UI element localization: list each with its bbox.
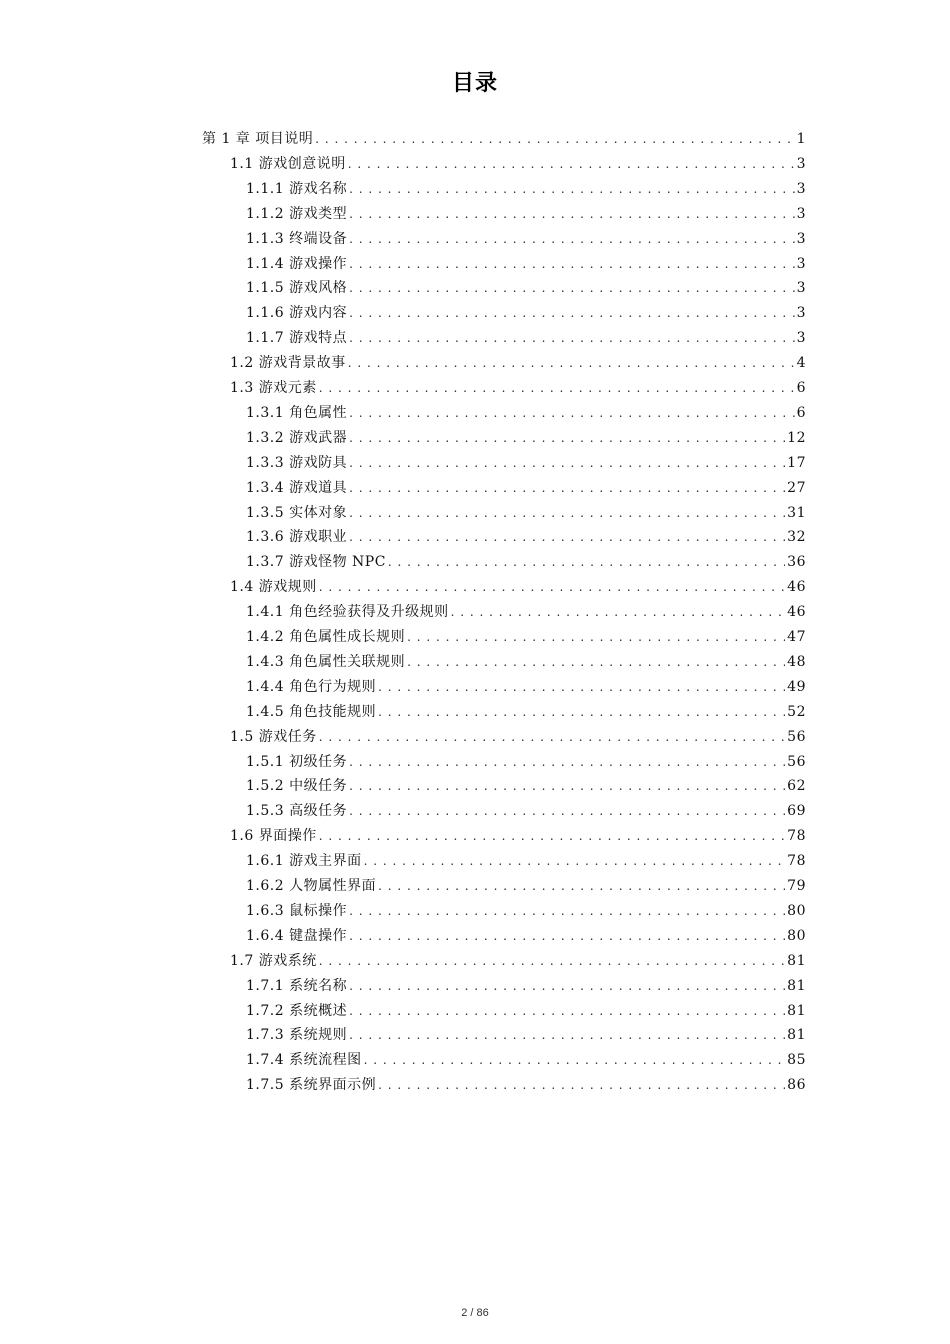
toc-entry[interactable]: [246, 501, 806, 525]
toc-dot-leader: [319, 824, 785, 848]
toc-entry[interactable]: [246, 326, 806, 350]
toc-entry-page-number: 12: [787, 429, 806, 446]
toc-entry-label: 1.6 界面操作: [230, 828, 317, 845]
toc-entry-page-number: 81: [787, 1002, 806, 1019]
toc-entry-page-number: 47: [787, 629, 806, 645]
toc-entry-label: 第 1 章 项目说明: [202, 131, 314, 147]
toc-entry[interactable]: [246, 774, 806, 798]
toc-entry-label: 1.3.6 游戏职业: [246, 529, 348, 546]
toc-entry-page-number: 46: [787, 579, 806, 596]
toc-entry[interactable]: [246, 1023, 806, 1047]
toc-dot-leader: [349, 799, 785, 823]
toc-dot-leader: [349, 525, 785, 549]
toc-entry-page-number: 31: [787, 504, 806, 521]
toc-entry-label: 1.6.4 键盘操作: [246, 927, 348, 944]
toc-entry-page-number: 3: [796, 255, 806, 272]
toc-entry-label: 1.1.1 游戏名称: [246, 180, 348, 197]
toc-entry[interactable]: [230, 949, 806, 973]
toc-entry-label: 1.3.1 角色属性: [246, 404, 348, 421]
toc-entry[interactable]: [246, 550, 806, 574]
toc-dot-leader: [349, 974, 785, 998]
toc-entry[interactable]: [230, 725, 806, 749]
toc-entry[interactable]: [246, 476, 806, 500]
toc-entry-page-number: 80: [787, 902, 806, 919]
toc-dot-leader: [407, 650, 785, 674]
toc-entry-page-number: 17: [787, 454, 806, 471]
toc-dot-leader: [349, 501, 785, 525]
toc-entry-label: 1.4.1 角色经验获得及升级规则: [246, 604, 449, 621]
toc-dot-leader: [319, 575, 785, 599]
toc-dot-leader: [349, 301, 795, 325]
toc-entry-label: 1.4.5 角色技能规则: [246, 703, 377, 720]
toc-entry-page-number: 3: [796, 180, 806, 197]
toc-entry-page-number: 27: [787, 479, 806, 496]
toc-entry-page-number: 46: [787, 604, 806, 621]
toc-entry[interactable]: [246, 202, 806, 226]
toc-entry-label: 1.1.4 游戏操作: [246, 255, 348, 272]
toc-entry-label: 1.4.4 角色行为规则: [246, 678, 377, 695]
toc-entry[interactable]: [246, 974, 806, 998]
toc-entry-page-number: 78: [787, 828, 806, 845]
toc-entry-label: 1.6.2 人物属性界面: [246, 878, 377, 894]
toc-entry-label: 1.4.2 角色属性成长规则: [246, 629, 406, 645]
toc-entry-label: 1.6.1 游戏主界面: [246, 853, 362, 870]
toc-entry[interactable]: [246, 675, 806, 699]
toc-entry-page-number: 62: [787, 778, 806, 795]
toc-entry[interactable]: [230, 575, 806, 599]
toc-dot-leader: [349, 326, 795, 350]
toc-dot-leader: [349, 999, 785, 1023]
toc-entry-page-number: 48: [787, 653, 806, 670]
toc-entry-page-number: 32: [787, 529, 806, 546]
toc-entry-label: 1.1.2 游戏类型: [246, 205, 348, 222]
toc-entry-label: 1.4 游戏规则: [230, 579, 317, 596]
toc-entry-label: 1.7.5 系统界面示例: [246, 1077, 377, 1094]
toc-entry[interactable]: [246, 177, 806, 201]
toc-entry-page-number: 52: [787, 703, 806, 720]
toc-entry-page-number: 78: [787, 853, 806, 870]
toc-entry-label: 1.7.1 系统名称: [246, 977, 348, 994]
toc-entry[interactable]: [230, 351, 806, 375]
toc-entry-page-number: 1: [796, 131, 806, 147]
toc-entry-label: 1.3 游戏元素: [230, 380, 317, 396]
toc-entry[interactable]: [246, 700, 806, 724]
toc-dot-leader: [349, 750, 785, 774]
toc-entry[interactable]: [246, 650, 806, 674]
toc-entry-label: 1.5 游戏任务: [230, 728, 317, 745]
toc-dot-leader: [319, 949, 785, 973]
toc-entry-label: 1.5.1 初级任务: [246, 753, 348, 770]
toc-dot-leader: [407, 625, 785, 649]
toc-dot-leader: [349, 899, 785, 923]
toc-entry-label: 1.5.3 高级任务: [246, 803, 348, 820]
toc-dot-leader: [349, 177, 795, 201]
toc-dot-leader: [349, 252, 795, 276]
toc-entry[interactable]: [246, 252, 806, 276]
toc-dot-leader: [378, 1073, 785, 1097]
toc-entry[interactable]: [246, 799, 806, 823]
toc-dot-leader: [348, 351, 795, 375]
toc-dot-leader: [388, 550, 785, 574]
toc-entry-page-number: 3: [796, 230, 806, 247]
toc-entry-page-number: 6: [796, 404, 806, 421]
toc-entry[interactable]: [246, 1048, 806, 1072]
toc-entry-label: 1.3.5 实体对象: [246, 504, 348, 521]
toc-entry[interactable]: [246, 849, 806, 873]
toc-dot-leader: [349, 227, 795, 251]
toc-dot-leader: [319, 376, 795, 400]
toc-entry[interactable]: [246, 1073, 806, 1097]
toc-dot-leader: [315, 127, 794, 151]
toc-entry-label: 1.3.4 游戏道具: [246, 479, 348, 496]
toc-entry-label: 1.7 游戏系统: [230, 952, 317, 969]
toc-entry[interactable]: [246, 276, 806, 300]
toc-entry-label: 1.1 游戏创意说明: [230, 155, 346, 172]
toc-entry-page-number: 79: [787, 878, 806, 894]
toc-entry[interactable]: [246, 600, 806, 624]
toc-entry[interactable]: [246, 401, 806, 425]
toc-entry[interactable]: [230, 824, 806, 848]
toc-dot-leader: [451, 600, 786, 624]
toc-entry-label: 1.1.7 游戏特点: [246, 330, 348, 347]
toc-entry-page-number: 3: [796, 330, 806, 347]
toc-entry[interactable]: [246, 301, 806, 325]
toc-dot-leader: [349, 401, 795, 425]
toc-entry-page-number: 4: [796, 355, 806, 372]
toc-entry-page-number: 3: [796, 280, 806, 297]
toc-entry[interactable]: [246, 899, 806, 923]
toc-dot-leader: [349, 202, 795, 226]
toc-entry[interactable]: [246, 451, 806, 475]
toc-dot-leader: [378, 700, 785, 724]
page-number-footer: 2 / 86: [461, 1307, 489, 1319]
toc-entry-label: 1.1.6 游戏内容: [246, 305, 348, 322]
toc-entry-page-number: 3: [796, 155, 806, 172]
toc-entry[interactable]: [246, 999, 806, 1023]
toc-entry-page-number: 6: [796, 380, 806, 396]
toc-entry-label: 1.2 游戏背景故事: [230, 355, 346, 372]
toc-dot-leader: [319, 725, 785, 749]
toc-dot-leader: [378, 675, 785, 699]
toc-entry-page-number: 86: [787, 1077, 806, 1094]
toc-entry-page-number: 69: [787, 803, 806, 820]
toc-entry-label: 1.4.3 角色属性关联规则: [246, 653, 406, 670]
toc-dot-leader: [378, 874, 785, 898]
toc-entry-page-number: 49: [787, 678, 806, 695]
toc-entry-label: 1.1.5 游戏风格: [246, 280, 348, 297]
toc-entry-label: 1.7.3 系统规则: [246, 1027, 348, 1044]
toc-entry[interactable]: [246, 227, 806, 251]
toc-entry[interactable]: [246, 426, 806, 450]
toc-entry-label: 1.1.3 终端设备: [246, 230, 348, 247]
toc-dot-leader: [364, 1048, 786, 1072]
toc-entry[interactable]: [246, 874, 806, 898]
toc-entry-label: 1.3.7 游戏怪物 NPC: [246, 554, 386, 571]
toc-entry-label: 1.3.2 游戏武器: [246, 429, 348, 446]
toc-dot-leader: [349, 451, 785, 475]
toc-entry-label: 1.3.3 游戏防具: [246, 454, 348, 471]
toc-entry[interactable]: [202, 127, 806, 151]
toc-dot-leader: [349, 276, 795, 300]
toc-entry-page-number: 36: [787, 554, 806, 571]
toc-entry-page-number: 3: [796, 205, 806, 222]
toc-entry-page-number: 80: [787, 927, 806, 944]
toc-dot-leader: [349, 924, 785, 948]
toc-entry-label: 1.6.3 鼠标操作: [246, 902, 348, 919]
toc-dot-leader: [348, 152, 795, 176]
toc-entry-page-number: 81: [787, 977, 806, 994]
toc-entry[interactable]: [230, 152, 806, 176]
toc-entry[interactable]: [246, 750, 806, 774]
toc-entry-label: 1.7.4 系统流程图: [246, 1052, 362, 1069]
toc-entry-page-number: 81: [787, 952, 806, 969]
toc-entry[interactable]: [230, 376, 806, 400]
toc-entry-page-number: 85: [787, 1052, 806, 1069]
toc-dot-leader: [349, 1023, 785, 1047]
toc-entry[interactable]: [246, 924, 806, 948]
toc-entry-label: 1.7.2 系统概述: [246, 1002, 348, 1019]
toc-dot-leader: [349, 476, 785, 500]
toc-entry-label: 1.5.2 中级任务: [246, 778, 348, 795]
toc-entry-page-number: 56: [787, 753, 806, 770]
toc-entry-page-number: 56: [787, 728, 806, 745]
page-title: 目录: [451, 71, 498, 96]
toc-entry-page-number: 3: [796, 305, 806, 322]
toc-dot-leader: [364, 849, 786, 873]
toc-entry[interactable]: [246, 525, 806, 549]
toc-entry-page-number: 81: [787, 1027, 806, 1044]
toc-entry[interactable]: [246, 625, 806, 649]
toc-dot-leader: [349, 774, 785, 798]
toc-dot-leader: [349, 426, 785, 450]
